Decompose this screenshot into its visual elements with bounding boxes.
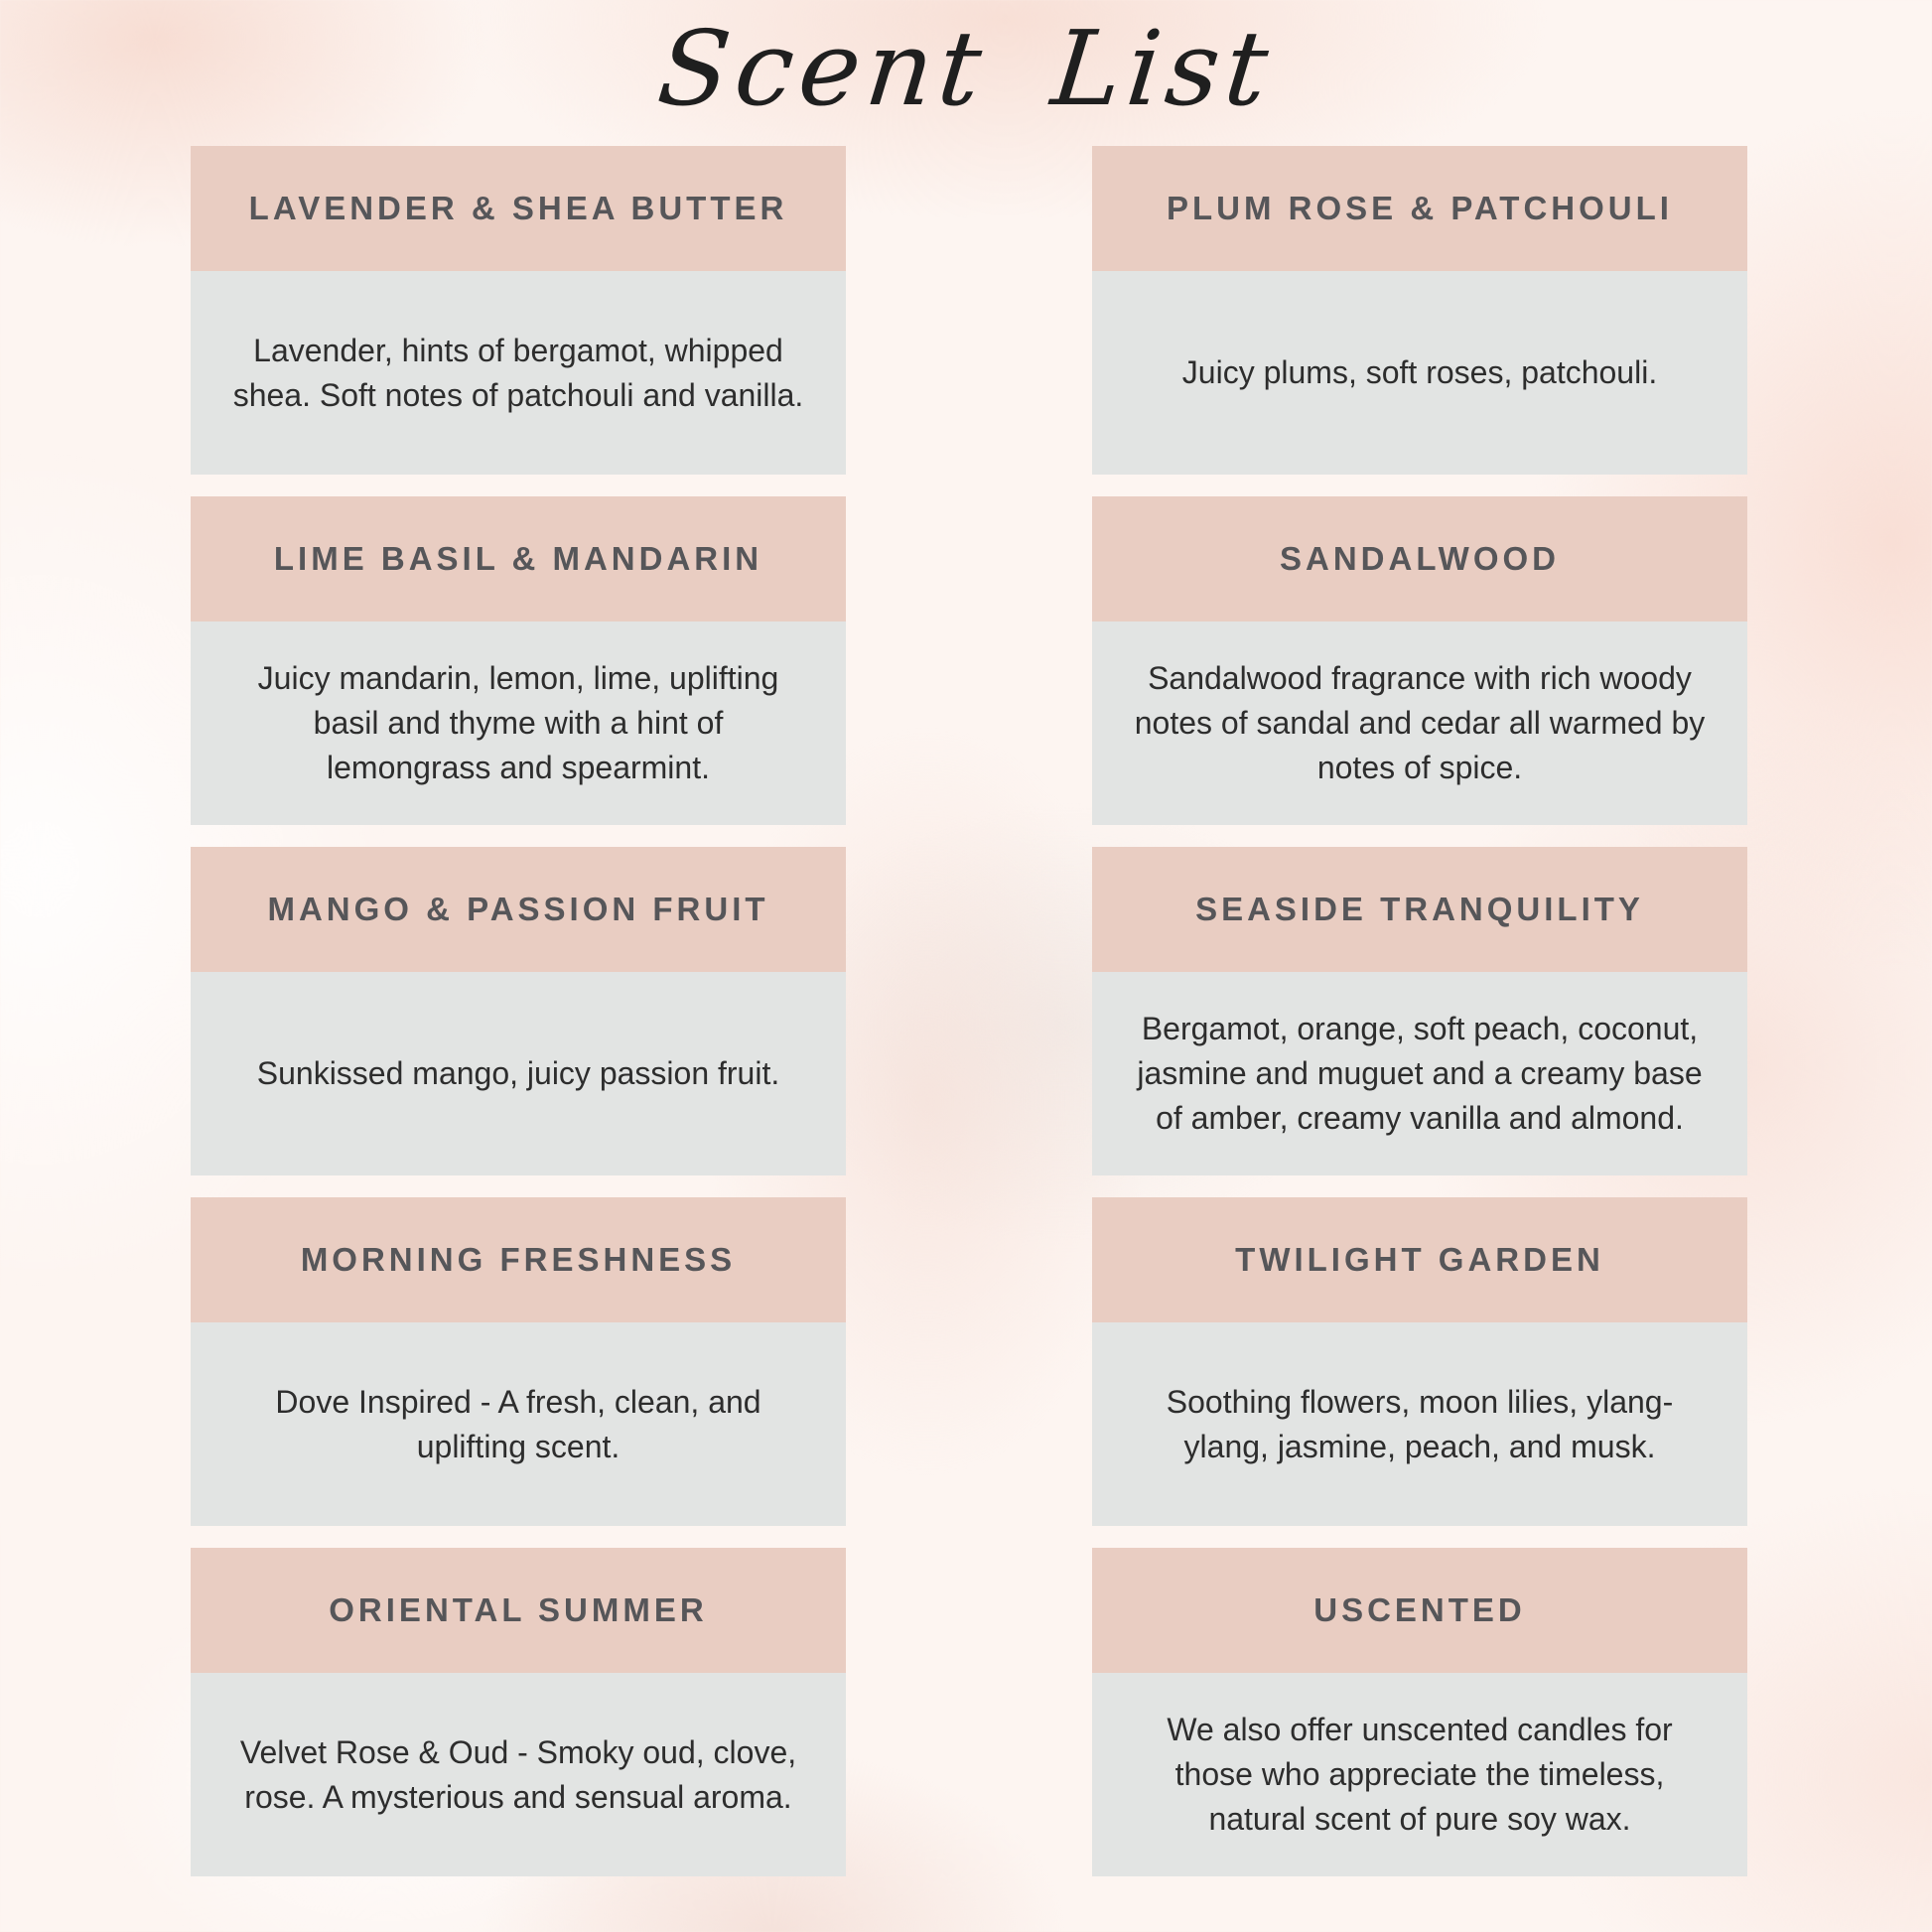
scent-card-title: TWILIGHT GARDEN bbox=[1092, 1197, 1747, 1322]
scent-card-description: Bergamot, orange, soft peach, coconut, jasmine and muguet and a creamy base of amber, creamy vanilla and almond. bbox=[1092, 972, 1747, 1175]
scent-card-title: PLUM ROSE & PATCHOULI bbox=[1092, 146, 1747, 271]
scent-card-oriental-summer bbox=[191, 1548, 846, 1876]
scent-card-title: MANGO & PASSION FRUIT bbox=[191, 847, 846, 972]
scent-card-description: Velvet Rose & Oud - Smoky oud, clove, rose. A mysterious and sensual aroma. bbox=[191, 1673, 846, 1876]
scent-card-lavender-shea-butter bbox=[191, 146, 846, 475]
scent-card-mango-passion-fruit bbox=[191, 847, 846, 1175]
scent-card-description: Soothing flowers, moon lilies, ylang-ylang, jasmine, peach, and musk. bbox=[1092, 1322, 1747, 1526]
scent-card-title: LAVENDER & SHEA BUTTER bbox=[191, 146, 846, 271]
scent-card-description: Sandalwood fragrance with rich woody notes of sandal and cedar all warmed by notes of spice. bbox=[1092, 621, 1747, 825]
scent-cards-grid bbox=[191, 146, 1747, 1876]
scent-card-title: SEASIDE TRANQUILITY bbox=[1092, 847, 1747, 972]
scent-card-title: LIME BASIL & MANDARIN bbox=[191, 496, 846, 621]
scent-card-uscented bbox=[1092, 1548, 1747, 1876]
scent-card-seaside-tranquility bbox=[1092, 847, 1747, 1175]
scent-card-description: Juicy plums, soft roses, patchouli. bbox=[1092, 271, 1747, 475]
scent-card-description: We also offer unscented candles for those who appreciate the timeless, natural scent of pure soy wax. bbox=[1092, 1673, 1747, 1876]
scent-card-title: ORIENTAL SUMMER bbox=[191, 1548, 846, 1673]
scent-card-description: Juicy mandarin, lemon, lime, uplifting basil and thyme with a hint of lemongrass and spearmint. bbox=[191, 621, 846, 825]
scent-card-title: USCENTED bbox=[1092, 1548, 1747, 1673]
scent-card-description: Lavender, hints of bergamot, whipped shea. Soft notes of patchouli and vanilla. bbox=[191, 271, 846, 475]
scent-card-lime-basil-mandarin bbox=[191, 496, 846, 825]
scent-card-title: SANDALWOOD bbox=[1092, 496, 1747, 621]
page-title: Scent List bbox=[652, 8, 1280, 129]
scent-card-description: Dove Inspired - A fresh, clean, and uplifting scent. bbox=[191, 1322, 846, 1526]
scent-card-title: MORNING FRESHNESS bbox=[191, 1197, 846, 1322]
scent-card-plum-rose-patchouli bbox=[1092, 146, 1747, 475]
scent-card-morning-freshness bbox=[191, 1197, 846, 1526]
scent-card-twilight-garden bbox=[1092, 1197, 1747, 1526]
scent-card-sandalwood bbox=[1092, 496, 1747, 825]
scent-card-description: Sunkissed mango, juicy passion fruit. bbox=[191, 972, 846, 1175]
